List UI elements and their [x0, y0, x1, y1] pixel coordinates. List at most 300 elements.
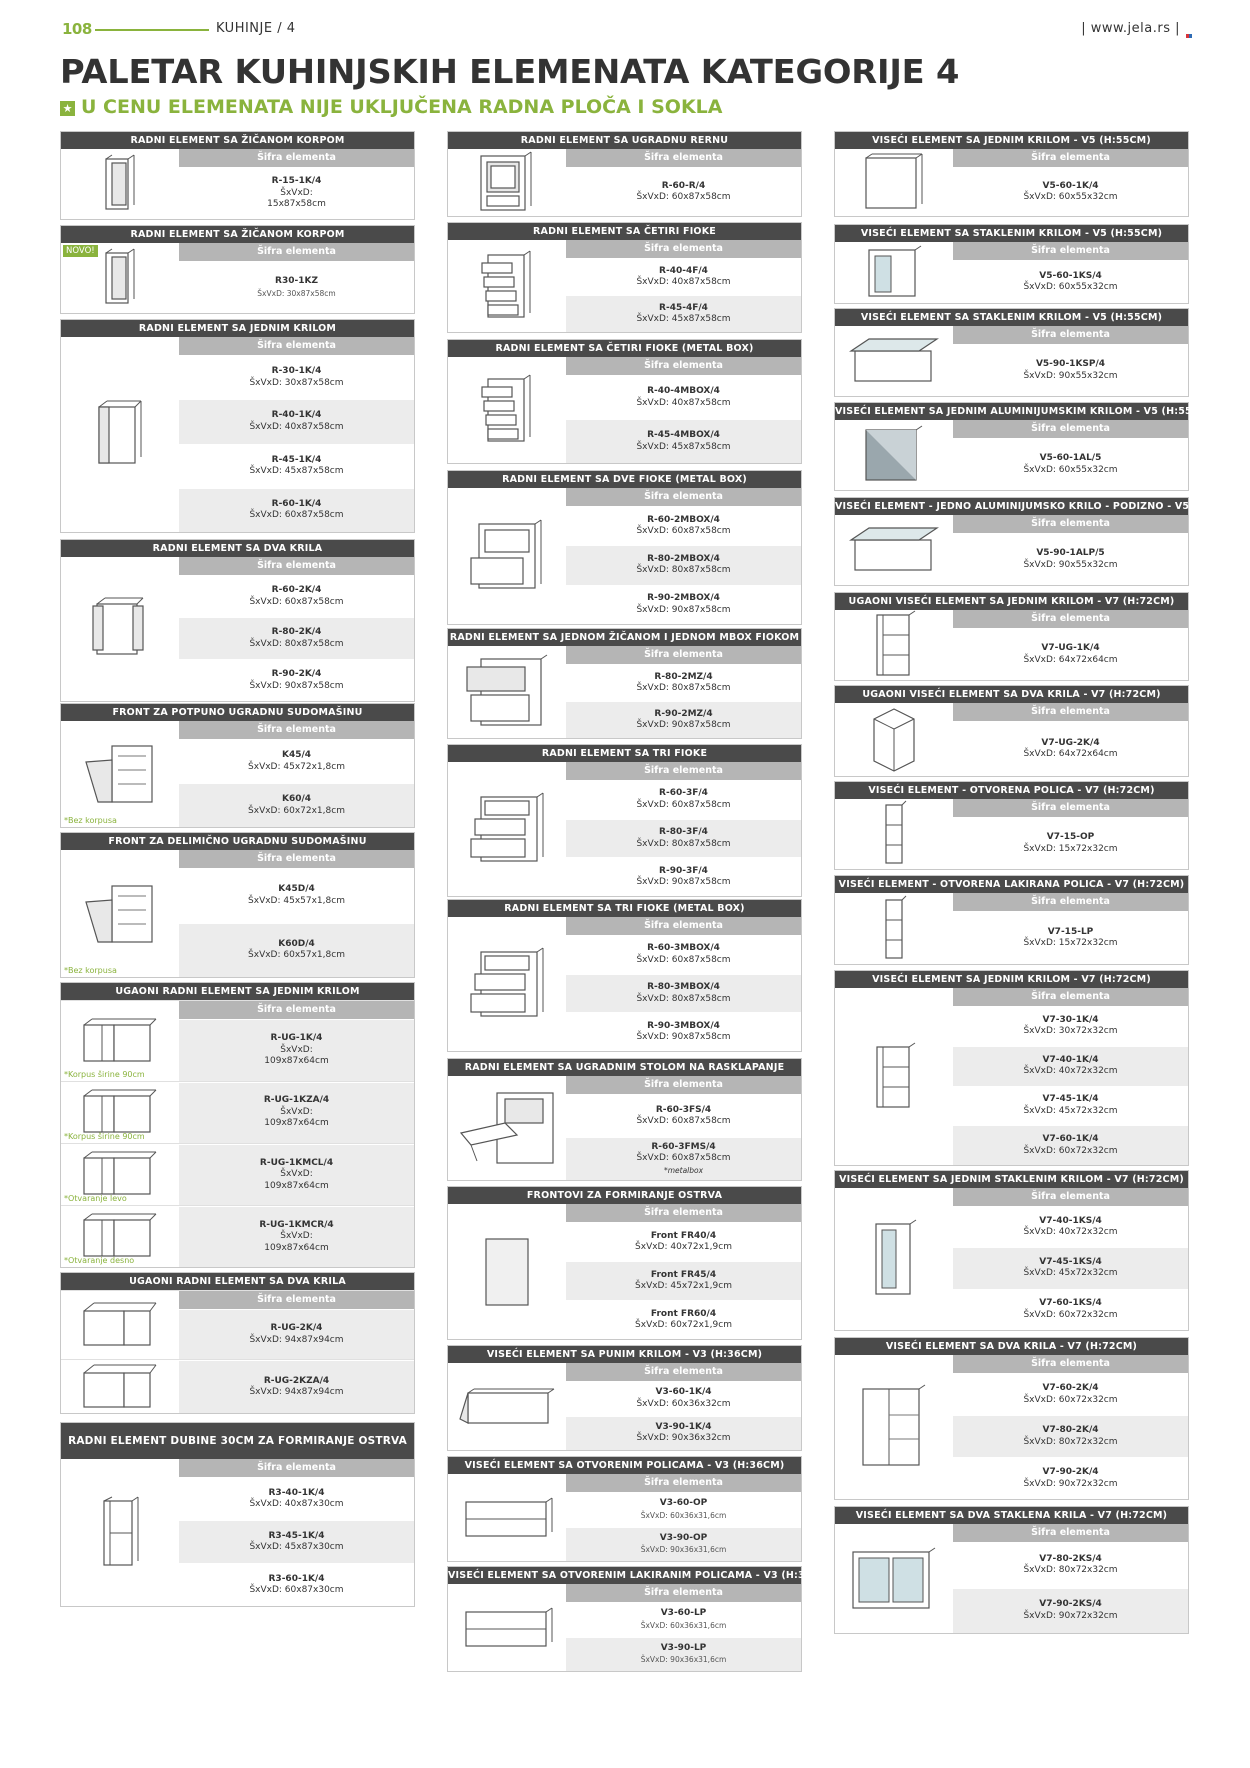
cabinet-icon [458, 1496, 556, 1540]
product-image [61, 1001, 179, 1081]
product-code: V7-40-1KS/4 [1039, 1215, 1102, 1226]
product-code: V5-90-1KSP/4 [1035, 359, 1106, 369]
section-title: RADNI ELEMENT SA DVA KRILA [61, 540, 414, 557]
product-code: V7-UG-2K/4 [1041, 737, 1100, 748]
sifra-header: Šifra elementa [953, 326, 1188, 344]
product-section [60, 131, 415, 220]
section-title: RADNI ELEMENT SA JEDNIM KRILOM [61, 320, 414, 337]
list-item[interactable] [953, 1373, 1188, 1415]
cabinet-icon [878, 801, 910, 867]
product-image [835, 610, 953, 680]
sifra-header: Šifra elementa [179, 557, 414, 575]
product-image [835, 1355, 953, 1499]
list-item[interactable] [953, 817, 1188, 869]
product-code: R-80-2MBOX/4 [647, 553, 720, 564]
list-item[interactable] [566, 375, 801, 419]
list-item[interactable] [953, 1206, 1188, 1247]
list-item[interactable] [566, 1492, 801, 1527]
product-section [447, 628, 802, 739]
product-code: R-80-2MZ/4 [654, 671, 713, 682]
product-code: R-90-2K/4 [271, 669, 322, 679]
list-item[interactable] [566, 1012, 801, 1051]
sifra-header: Šifra elementa [566, 240, 801, 258]
product-dimensions: ŠxVxD: 15x72x32cm [1023, 938, 1118, 948]
product-dimensions: ŠxVxD: [280, 187, 313, 198]
product-image [448, 1204, 566, 1339]
product-code: R-UG-1KZA/4 [263, 1095, 330, 1106]
product-code: R3-60-1K/4 [268, 1573, 325, 1584]
product-dimensions: ŠxVxD: 60x87x58cm [636, 526, 731, 537]
sifra-header: Šifra elementa [566, 149, 801, 167]
list-item[interactable] [953, 1006, 1188, 1046]
list-item[interactable] [566, 935, 801, 974]
site-link[interactable]: | www.jela.rs | [1081, 21, 1180, 36]
list-item[interactable] [953, 1289, 1188, 1330]
product-image [61, 850, 179, 977]
cabinet-icon [869, 1043, 919, 1111]
product-dimensions: ŠxVxD: 60x87x58cm [636, 954, 731, 965]
product-section [447, 744, 802, 897]
product-dimensions: ŠxVxD: 80x87x58cm [636, 565, 731, 576]
product-dimensions: ŠxVxD: 64x72x64cm [1023, 749, 1118, 759]
list-item[interactable] [179, 261, 414, 313]
sifra-header: Šifra elementa [953, 703, 1188, 721]
product-code: R-60-R/4 [661, 180, 706, 191]
product-dimensions: ŠxVxD: 80x87x58cm [636, 993, 731, 1004]
list-item[interactable] [953, 1086, 1188, 1126]
page-number: 108 [62, 20, 92, 38]
product-image [835, 1524, 953, 1633]
product-code: Front FR45/4 [650, 1269, 717, 1280]
section-title: VISEĆI ELEMENT - OTVORENA POLICA - V7 (H:72CM) [835, 782, 1188, 799]
section-title: VISEĆI ELEMENT SA PUNIM KRILOM - V3 (H:36CM) [448, 1346, 801, 1363]
product-section [447, 1186, 802, 1340]
product-dimensions: ŠxVxD: [280, 1169, 313, 1179]
list-item[interactable] [179, 399, 414, 443]
section-title: VISEĆI ELEMENT SA OTVORENIM LAKIRANIM POLICAMA - V3 (H:36CM) [448, 1567, 801, 1584]
sifra-header: Šifra elementa [953, 420, 1188, 438]
product-dimensions: ŠxVxD: 90x72x32cm [1023, 1478, 1118, 1489]
product-image [61, 1144, 179, 1205]
section-title: RADNI ELEMENT SA UGRADNU RERNU [448, 132, 801, 149]
cabinet-icon [859, 1385, 929, 1469]
cabinet-icon [868, 1220, 920, 1298]
section-title: VISEĆI ELEMENT SA OTVORENIM POLICAMA - V3 (H:36CM) [448, 1457, 801, 1474]
product-code: K45D/4 [278, 884, 315, 895]
page-header [62, 18, 1192, 42]
list-item[interactable] [953, 1588, 1188, 1634]
product-dimensions: ŠxVxD: 45x72x32cm [1023, 1105, 1118, 1116]
product-dimensions: ŠxVxD: 45x87x30cm [249, 1542, 344, 1552]
list-item[interactable] [566, 1416, 801, 1451]
section-title: VISEĆI ELEMENT SA JEDNIM KRILOM - V5 (H:55CM) [835, 132, 1188, 149]
product-image [835, 799, 953, 869]
product-dimensions: ŠxVxD: [280, 1044, 313, 1055]
product-code: R3-40-1K/4 [268, 1487, 325, 1498]
cabinet-icon [80, 1150, 160, 1198]
list-item[interactable] [566, 664, 801, 701]
product-section [834, 685, 1189, 777]
product-dimensions: ŠxVxD: 90x87x58cm [636, 877, 731, 888]
product-dimensions: ŠxVxD: 60x72x32cm [1023, 1394, 1118, 1405]
section-title: FRONTOVI ZA FORMIRANJE OSTRVA [448, 1187, 801, 1204]
product-code: V3-90-1K/4 [655, 1421, 712, 1432]
cabinet-icon [98, 249, 142, 307]
list-item[interactable] [179, 923, 414, 978]
product-section [834, 497, 1245, 586]
product-dimensions: ŠxVxD: 60x55x32cm [1023, 192, 1118, 202]
star-icon: ★ [60, 101, 75, 116]
section-title: RADNI ELEMENT SA ČETIRI FIOKE [448, 223, 801, 240]
product-code: R-80-3F/4 [659, 827, 708, 837]
product-image [835, 988, 953, 1165]
list-item[interactable] [566, 1261, 801, 1300]
cabinet-icon [458, 1606, 556, 1650]
section-title: RADNI ELEMENT SA ČETIRI FIOKE (METAL BOX) [448, 340, 801, 357]
section-title: RADNI ELEMENT SA DVE FIOKE (METAL BOX) [448, 471, 801, 488]
sifra-header: Šifra elementa [953, 799, 1188, 817]
product-dimensions: ŠxVxD: 45x72x1,9cm [635, 1281, 732, 1291]
product-code: R-UG-1K/4 [270, 1033, 323, 1043]
product-dimensions: ŠxVxD: 60x72x32cm [1023, 1309, 1118, 1320]
product-section [60, 225, 415, 314]
list-item[interactable] [179, 575, 414, 617]
list-item[interactable] [566, 701, 801, 738]
cabinet-icon [80, 1017, 160, 1065]
list-item[interactable] [953, 260, 1188, 303]
list-item[interactable] [566, 419, 801, 463]
list-item[interactable] [179, 739, 414, 783]
product-code: V7-80-2K/4 [1042, 1425, 1099, 1435]
list-item[interactable] [953, 911, 1188, 964]
product-dimensions: ŠxVxD: 80x87x58cm [249, 638, 344, 649]
product-image [61, 337, 179, 532]
list-item[interactable] [953, 533, 1188, 585]
section-title: RADNI ELEMENT SA UGRADNIM STOLOM NA RASKLAPANJE [448, 1059, 801, 1076]
sifra-header: Šifra elementa [566, 357, 801, 375]
list-item[interactable] [953, 1247, 1188, 1288]
product-section [834, 308, 1189, 397]
list-item[interactable] [953, 1046, 1188, 1086]
list-item[interactable] [61, 1000, 414, 1081]
product-code: R-40-1K/4 [271, 410, 322, 421]
product-image [61, 557, 179, 701]
product-code: V7-60-1KS/4 [1039, 1298, 1102, 1309]
product-dimensions: ŠxVxD: 40x87x58cm [636, 277, 731, 287]
product-code: R-40-4F/4 [659, 265, 708, 276]
list-item[interactable] [179, 444, 414, 488]
section-title: VISEĆI ELEMENT SA STAKLENIM KRILOM - V5 (H:55CM) [835, 225, 1188, 242]
list-item[interactable] [566, 1381, 801, 1416]
list-item[interactable] [953, 438, 1188, 490]
list-item[interactable] [179, 167, 414, 219]
list-item[interactable] [953, 1457, 1188, 1499]
product-dimensions: ŠxVxD: 80x72x32cm [1023, 1565, 1118, 1576]
section-title: RADNI ELEMENT SA TRI FIOKE [448, 745, 801, 762]
product-image [448, 1363, 566, 1450]
section-title: VISEĆI ELEMENT - JEDNO ALUMINIJUMSKO KRILO - PODIZNO - V5 (H:55CM) [835, 498, 1188, 515]
list-item[interactable] [179, 783, 414, 827]
product-section [60, 539, 415, 702]
product-section [447, 1058, 802, 1181]
cabinet-icon [863, 246, 925, 300]
section-title: VISEĆI ELEMENT SA DVA STAKLENA KRILA - V7 (H:72CM) [835, 1507, 1188, 1524]
list-item[interactable] [566, 295, 801, 332]
product-section [60, 832, 415, 978]
section-title: RADNI ELEMENT DUBINE 30CM ZA FORMIRANJE OSTRVA [61, 1423, 414, 1459]
sifra-header: Šifra elementa [566, 488, 801, 506]
list-item[interactable] [566, 545, 801, 584]
cabinet-icon [467, 520, 547, 592]
product-code: V3-60-1K/4 [655, 1387, 712, 1398]
product-section [60, 982, 415, 1268]
product-dimensions: ŠxVxD: 60x55x32cm [1023, 282, 1118, 292]
product-image [448, 488, 566, 624]
list-item[interactable] [566, 1300, 801, 1339]
footnote: *Bez korpusa [64, 966, 117, 975]
list-item[interactable] [953, 628, 1188, 680]
product-dimensions: ŠxVxD: 60x72x1,8cm [248, 805, 345, 816]
product-code: R-60-3FMS/4 [651, 1141, 716, 1152]
sifra-header: Šifra elementa [179, 1291, 414, 1309]
product-dimensions: ŠxVxD: 15x72x32cm [1023, 843, 1118, 854]
product-image [448, 149, 566, 216]
sifra-header: Šifra elementa [566, 1076, 801, 1094]
cabinet-icon [869, 611, 919, 679]
product-image [835, 515, 953, 585]
product-dimensions: ŠxVxD: 90x87x58cm [249, 680, 344, 691]
sifra-header: Šifra elementa [953, 610, 1188, 628]
product-image [61, 1459, 179, 1606]
product-code: V7-30-1K/4 [1042, 1014, 1099, 1025]
list-item[interactable] [179, 355, 414, 399]
list-item[interactable] [179, 1520, 414, 1563]
product-dimensions: ŠxVxD: 90x55x32cm [1023, 370, 1118, 381]
product-dimensions: ŠxVxD: 90x36x32cm [636, 1433, 731, 1444]
list-item[interactable] [61, 1081, 414, 1143]
product-code: V3-60-OP [659, 1498, 708, 1509]
product-section [834, 402, 1214, 491]
product-image [835, 420, 953, 490]
footnote: *Otvaranje desno [64, 1255, 135, 1265]
list-item[interactable] [953, 167, 1188, 216]
product-section [834, 970, 1189, 1166]
sifra-header: Šifra elementa [566, 1204, 801, 1222]
product-code: V7-15-LP [1047, 926, 1094, 937]
product-image [835, 703, 953, 776]
sifra-header: Šifra elementa [179, 337, 414, 355]
list-item[interactable] [179, 868, 414, 923]
product-section [60, 1272, 415, 1414]
product-code: V5-60-1AL/5 [1039, 453, 1102, 463]
product-dimensions: ŠxVxD: 40x87x58cm [636, 397, 731, 408]
section-title: RADNI ELEMENT SA ŽIČANOM KORPOM [61, 226, 414, 243]
product-dimensions: ŠxVxD: 60x36x31,6cm [640, 1510, 727, 1520]
product-section [447, 222, 802, 333]
sifra-header: Šifra elementa [953, 1524, 1188, 1542]
list-item[interactable] [179, 488, 414, 532]
product-code: R-80-2K/4 [271, 627, 322, 637]
product-code: R-60-3FS/4 [655, 1104, 712, 1115]
list-item[interactable] [179, 659, 414, 701]
list-item[interactable] [566, 1602, 801, 1637]
cabinet-icon [80, 1212, 160, 1260]
section-title: RADNI ELEMENT SA JEDNOM ŽIČANOM I JEDNOM MBOX FIOKOM [448, 629, 801, 646]
product-image [448, 646, 566, 738]
cabinet-icon [96, 1497, 144, 1569]
list-item[interactable] [566, 1094, 801, 1137]
sifra-header: Šifra elementa [566, 646, 801, 664]
list-item[interactable] [566, 585, 801, 624]
sifra-header: Šifra elementa [179, 850, 414, 868]
product-code: R-45-4MBOX/4 [647, 430, 720, 440]
list-item[interactable] [61, 1205, 414, 1267]
list-item[interactable] [953, 344, 1188, 396]
section-title: VISEĆI ELEMENT SA DVA KRILA - V7 (H:72CM) [835, 1338, 1188, 1355]
product-dimensions: ŠxVxD: 45x87x58cm [636, 441, 731, 452]
product-code: V3-90-LP [660, 1642, 707, 1653]
product-section [447, 899, 802, 1052]
product-dimensions: ŠxVxD: 45x87x58cm [249, 466, 344, 477]
list-item[interactable] [566, 1137, 801, 1180]
cabinet-icon [847, 337, 941, 385]
product-section [834, 1170, 1189, 1331]
list-item[interactable] [953, 1542, 1188, 1588]
sifra-header: Šifra elementa [179, 1459, 414, 1477]
product-dimensions: ŠxVxD: 40x87x58cm [249, 421, 344, 432]
list-item[interactable] [566, 780, 801, 819]
sifra-header: Šifra elementa [566, 917, 801, 935]
product-dimensions: ŠxVxD: 90x87x58cm [636, 720, 731, 730]
product-dimensions-value: 109x87x64cm [264, 1180, 329, 1191]
product-dimensions-value: 109x87x64cm [264, 1056, 329, 1066]
product-section [834, 224, 1189, 304]
product-section [834, 875, 1189, 965]
sifra-header: Šifra elementa [179, 1001, 414, 1019]
list-item[interactable] [566, 857, 801, 896]
section-title: VISEĆI ELEMENT SA JEDNIM KRILOM - V7 (H:72CM) [835, 971, 1188, 988]
product-image [448, 240, 566, 332]
section-title: RADNI ELEMENT SA TRI FIOKE (METAL BOX) [448, 900, 801, 917]
footnote: *Korpus širine 90cm [64, 1131, 145, 1141]
cabinet-icon [467, 793, 547, 865]
list-item[interactable] [566, 819, 801, 858]
product-code: R-90-2MZ/4 [654, 708, 713, 719]
product-code: V5-60-1KS/4 [1039, 270, 1102, 281]
list-item[interactable] [953, 721, 1188, 776]
product-image [61, 1360, 179, 1413]
section-title: FRONT ZA POTPUNO UGRADNU SUDOMAŠINU [61, 704, 414, 721]
sifra-header: Šifra elementa [953, 1355, 1188, 1373]
product-code: R-80-3MBOX/4 [647, 982, 720, 992]
product-section [834, 1337, 1189, 1500]
cabinet-icon [457, 1089, 557, 1167]
section-title: VISEĆI ELEMENT - OTVORENA LAKIRANA POLICA - V7 (H:72CM) [835, 876, 1188, 893]
list-item[interactable] [566, 1637, 801, 1672]
list-item[interactable] [566, 1527, 801, 1562]
list-item[interactable] [61, 1359, 414, 1413]
product-image [448, 1474, 566, 1561]
product-dimensions: ŠxVxD: 40x72x1,9cm [635, 1242, 732, 1252]
product-code: R-90-2MBOX/4 [647, 593, 720, 604]
cabinet-icon [80, 1088, 160, 1136]
list-item[interactable] [566, 167, 801, 216]
product-section [834, 131, 1189, 217]
section-title: FRONT ZA DELIMIČNO UGRADNU SUDOMAŠINU [61, 833, 414, 850]
list-item[interactable] [953, 1415, 1188, 1457]
cabinet-icon [478, 251, 536, 321]
product-image [448, 1584, 566, 1671]
product-dimensions: ŠxVxD: 60x87x30cm [249, 1585, 344, 1595]
product-section [447, 1566, 833, 1672]
product-code: R-UG-2K/4 [270, 1323, 323, 1334]
product-dimensions: ŠxVxD: 80x87x58cm [636, 683, 731, 693]
product-dimensions: ŠxVxD: 60x87x58cm [249, 510, 344, 521]
product-code: R-UG-1KMCL/4 [259, 1157, 334, 1168]
section-title: UGAONI RADNI ELEMENT SA JEDNIM KRILOM [61, 983, 414, 1000]
section-title: VISEĆI ELEMENT SA STAKLENIM KRILOM - V5 (H:55CM) [835, 309, 1188, 326]
list-item[interactable] [953, 1125, 1188, 1165]
product-image [61, 1291, 179, 1359]
product-code: R-60-2K/4 [271, 585, 322, 595]
list-item[interactable] [179, 617, 414, 659]
product-code: V7-45-1KS/4 [1039, 1256, 1102, 1267]
list-item[interactable] [179, 1563, 414, 1606]
header-rule [95, 29, 209, 31]
product-dimensions: ŠxVxD: 60x36x32cm [636, 1398, 731, 1409]
cabinet-icon [847, 526, 941, 574]
cabinet-icon [870, 705, 918, 775]
product-code: V7-90-2K/4 [1042, 1467, 1099, 1477]
cabinet-icon [98, 155, 142, 213]
product-dimensions: ŠxVxD: 90x55x32cm [1023, 559, 1118, 570]
list-item[interactable] [566, 974, 801, 1013]
list-item[interactable] [61, 1143, 414, 1205]
product-dimensions: ŠxVxD: 60x72x32cm [1023, 1145, 1118, 1156]
product-dimensions: ŠxVxD: 45x57x1,8cm [248, 895, 345, 906]
section-label: KUHINJE / 4 [216, 21, 296, 36]
product-code: V7-80-2KS/4 [1039, 1553, 1102, 1564]
product-section [834, 1506, 1189, 1634]
product-image [835, 326, 953, 396]
product-dimensions: ŠxVxD: [280, 1231, 313, 1242]
list-item[interactable] [179, 1477, 414, 1520]
product-dimensions: ŠxVxD: 90x72x32cm [1023, 1610, 1118, 1621]
product-dimensions: ŠxVxD: [280, 1106, 313, 1117]
product-code: V7-45-1K/4 [1042, 1094, 1099, 1105]
product-dimensions: ŠxVxD: 40x87x30cm [249, 1499, 344, 1509]
product-image [835, 242, 953, 303]
product-dimensions: ŠxVxD: 40x72x32cm [1023, 1227, 1118, 1238]
list-item[interactable] [566, 506, 801, 545]
sifra-header: Šifra elementa [953, 893, 1188, 911]
product-dimensions: ŠxVxD: 80x87x58cm [636, 838, 731, 849]
list-item[interactable] [61, 1290, 414, 1359]
product-code: R-45-1K/4 [271, 454, 322, 465]
product-code: R-30-1K/4 [271, 366, 322, 377]
footnote: *Korpus širine 90cm [64, 1069, 145, 1079]
list-item[interactable] [566, 1222, 801, 1261]
product-dimensions: ŠxVxD: 30x87x58cm [257, 288, 336, 298]
section-title: UGAONI VISEĆI ELEMENT SA JEDNIM KRILOM - V7 (H:72CM) [835, 593, 1188, 610]
product-section [447, 1456, 802, 1562]
product-code: R-UG-1KMCR/4 [259, 1219, 334, 1230]
product-code: V7-15-OP [1046, 832, 1095, 842]
section-title: VISEĆI ELEMENT SA JEDNIM ALUMINIJUMSKIM KRILOM - V5 (H:55CM) [835, 403, 1188, 420]
product-image [835, 893, 953, 964]
list-item[interactable] [566, 258, 801, 295]
product-code: R-UG-2KZA/4 [263, 1375, 330, 1386]
